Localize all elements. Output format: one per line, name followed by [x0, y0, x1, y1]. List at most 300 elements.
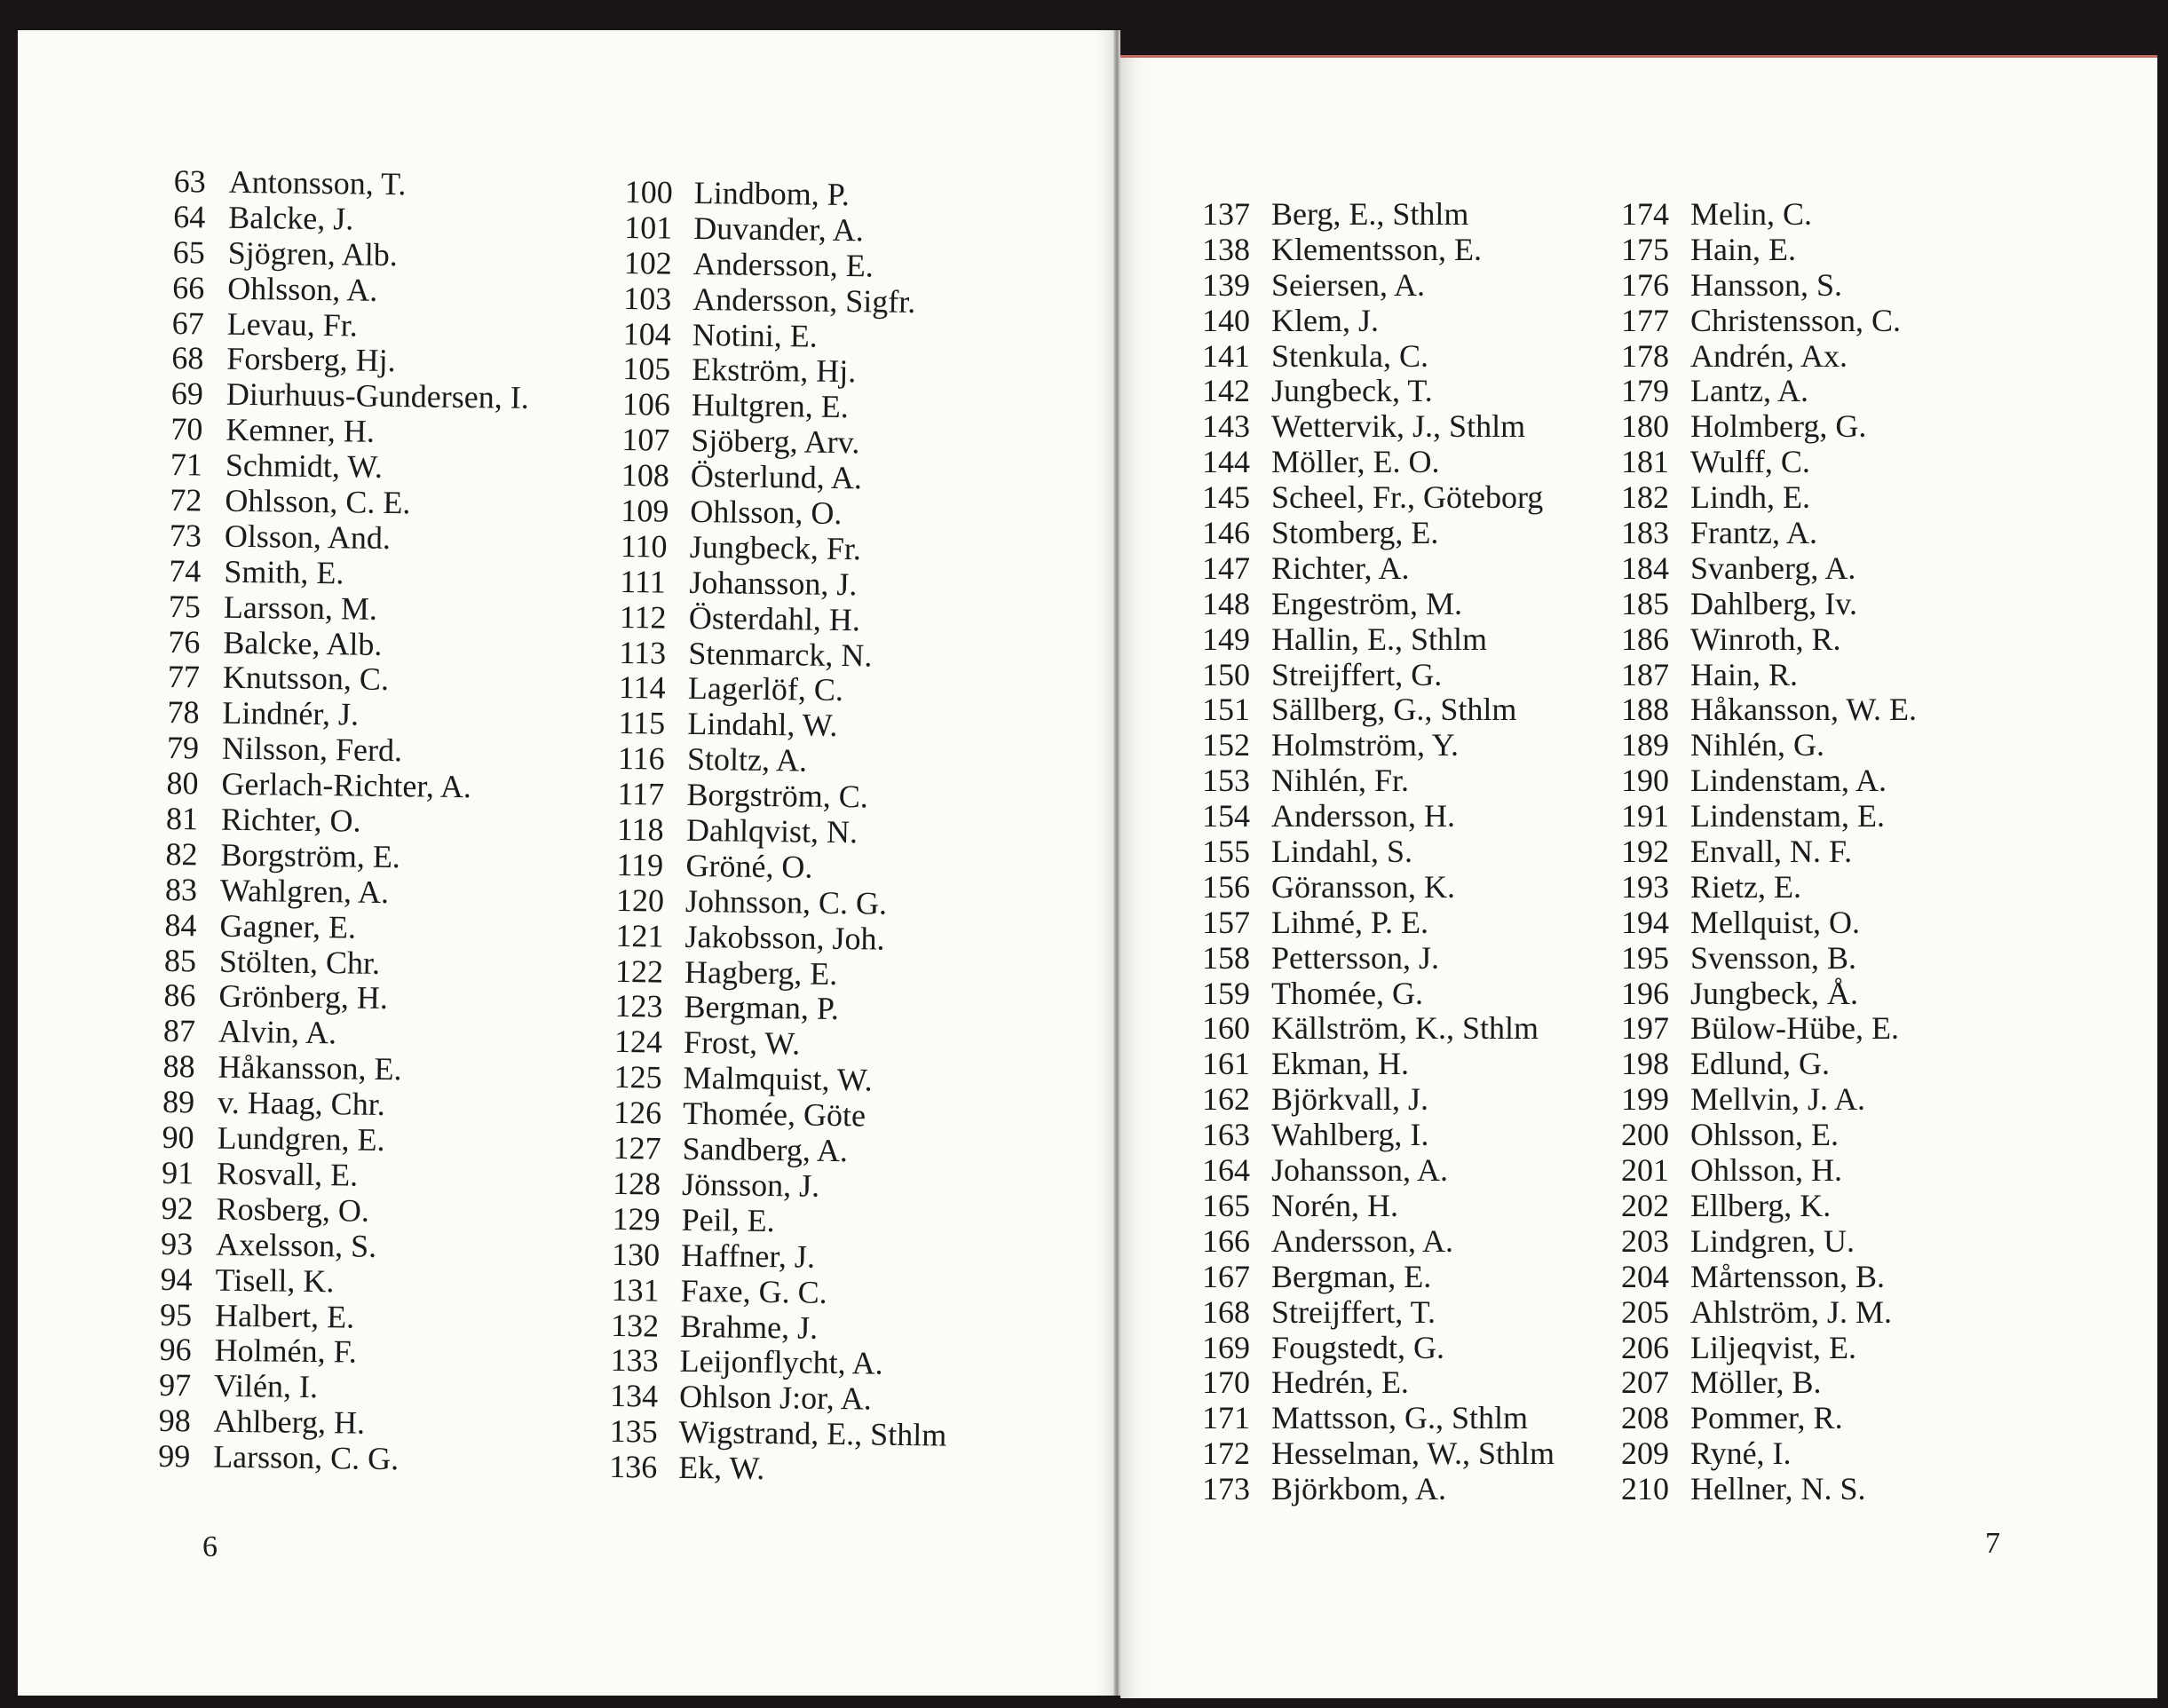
entry-number: 82 [165, 835, 198, 873]
entry-name: Andersson, Sigfr. [692, 281, 916, 320]
entry-name: Winroth, R. [1690, 621, 1841, 657]
entry-name: Envall, N. F. [1690, 834, 1853, 870]
entry-number: 92 [161, 1190, 194, 1227]
entry-name: Ellberg, K. [1690, 1187, 1832, 1223]
entry-number: 104 [622, 315, 672, 352]
list-entry [609, 1414, 946, 1454]
entry-name: Levau, Fr. [226, 305, 359, 344]
list-entry [166, 766, 524, 806]
entry-name: Jungbeck, Å. [1690, 975, 1858, 1011]
list-entry [1621, 1082, 1917, 1118]
list-entry [174, 164, 532, 204]
list-entry [160, 1262, 518, 1302]
entry-number: 166 [1202, 1222, 1250, 1259]
entry-number: 110 [620, 527, 668, 565]
entry-name: Hellner, N. S. [1690, 1471, 1866, 1507]
list-entry [610, 1379, 947, 1419]
list-entry [169, 589, 526, 629]
list-entry [1202, 622, 1555, 658]
list-entry [161, 1191, 518, 1231]
entry-name: Christensson, C. [1690, 302, 1902, 338]
entry-number: 150 [1202, 656, 1250, 692]
list-entry [170, 447, 528, 487]
list-entry [1621, 1224, 1917, 1260]
entry-number: 112 [619, 598, 667, 636]
entry-name: Ekström, Hj. [692, 352, 857, 390]
list-entry [1621, 1011, 1917, 1047]
entry-name: Hagberg, E. [684, 953, 838, 992]
list-entry [1621, 445, 1917, 480]
entry-number: 177 [1621, 302, 1669, 338]
list-entry [160, 1297, 518, 1337]
entry-name: Ekman, H. [1271, 1046, 1409, 1082]
entry-number: 158 [1202, 939, 1250, 976]
list-entry [609, 1450, 946, 1490]
entry-name: Lindgren, U. [1690, 1222, 1855, 1259]
entry-number: 190 [1621, 763, 1669, 799]
entry-number: 100 [624, 174, 674, 210]
list-entry [1202, 374, 1555, 409]
entry-name: Ek, W. [677, 1449, 765, 1487]
entry-name: Andersson, E. [692, 245, 874, 284]
entry-number: 129 [612, 1200, 661, 1238]
list-entry [1202, 445, 1555, 480]
entry-name: Lindahl, S. [1271, 834, 1412, 870]
entry-name: Ohlsson, E. [1690, 1117, 1840, 1153]
entry-number: 76 [168, 623, 201, 660]
entry-name: Diurhuus-Gundersen, I. [226, 376, 529, 416]
entry-name: Peil, E. [681, 1201, 775, 1238]
entry-name: Borgström, E. [220, 836, 401, 875]
entry-name: Faxe, G. C. [680, 1272, 827, 1310]
entry-name: Rosberg, O. [216, 1190, 370, 1229]
entry-number: 111 [620, 563, 666, 600]
entry-number: 132 [610, 1307, 660, 1344]
entry-number: 87 [162, 1013, 196, 1049]
entry-number: 174 [1621, 196, 1669, 232]
entry-number: 109 [621, 492, 669, 529]
entry-name: Vilén, I. [213, 1367, 319, 1405]
entry-name: Johansson, A. [1271, 1152, 1449, 1189]
entry-number: 165 [1202, 1187, 1250, 1223]
list-entry [1621, 1331, 1917, 1366]
list-entry [1202, 763, 1555, 799]
list-entry [166, 802, 524, 842]
list-entry [623, 317, 961, 357]
entry-number: 99 [157, 1437, 191, 1475]
entry-number: 123 [614, 988, 663, 1025]
entry-name: Duvander, A. [693, 210, 865, 249]
entry-number: 198 [1621, 1046, 1669, 1082]
entry-name: Liljeqvist, E. [1690, 1329, 1856, 1365]
entry-name: Pettersson, J. [1271, 939, 1439, 976]
list-entry [624, 210, 961, 250]
entry-number: 120 [615, 882, 665, 919]
list-entry [164, 944, 522, 984]
entry-number: 173 [1202, 1471, 1250, 1507]
list-entry [1621, 622, 1917, 658]
list-entry [1202, 1401, 1555, 1436]
entry-number: 162 [1202, 1081, 1250, 1118]
entry-number: 139 [1202, 266, 1250, 303]
entry-name: Lundgren, E. [217, 1119, 385, 1158]
entry-name: Brahme, J. [679, 1308, 819, 1346]
entry-number: 175 [1621, 231, 1669, 267]
list-entry [168, 660, 526, 700]
entry-name: Källström, K., Sthlm [1271, 1010, 1539, 1047]
list-entry [613, 1060, 951, 1100]
entry-number: 202 [1621, 1187, 1669, 1223]
list-entry [1621, 409, 1917, 445]
entry-name: Leijonflycht, A. [679, 1343, 883, 1382]
list-entry [1202, 870, 1555, 905]
entry-name: Svanberg, A. [1690, 550, 1856, 586]
entry-name: Halbert, E. [214, 1297, 355, 1335]
entry-number: 96 [159, 1332, 192, 1368]
name-list-column-3 [1202, 197, 1555, 1507]
list-entry [1202, 480, 1555, 516]
entry-name: Malmquist, W. [683, 1060, 873, 1098]
list-entry [611, 1273, 948, 1313]
entry-name: Balcke, Alb. [223, 624, 383, 662]
entry-name: Hain, R. [1690, 656, 1798, 692]
entry-name: Knutsson, C. [222, 660, 390, 698]
entry-name: Norén, H. [1271, 1187, 1398, 1223]
entry-name: Ryné, I. [1690, 1435, 1792, 1472]
entry-number: 155 [1202, 834, 1250, 870]
list-entry [1621, 941, 1917, 977]
list-entry [158, 1404, 516, 1443]
list-entry [1202, 551, 1555, 587]
entry-name: Larsson, M. [223, 589, 378, 627]
entry-number: 86 [163, 977, 196, 1014]
list-entry [162, 1085, 520, 1125]
list-entry [1202, 268, 1555, 304]
entry-name: Ohlsson, H. [1690, 1152, 1843, 1189]
list-entry [1202, 692, 1555, 728]
list-entry [169, 554, 526, 594]
list-entry [1202, 1472, 1555, 1507]
entry-number: 85 [163, 942, 197, 978]
entry-number: 77 [167, 659, 201, 695]
entry-name: Gerlach-Richter, A. [221, 765, 472, 805]
entry-number: 80 [166, 765, 199, 802]
entry-name: Lindnér, J. [222, 695, 360, 732]
list-entry [1202, 197, 1555, 233]
list-entry [1202, 1082, 1555, 1118]
list-entry [616, 848, 953, 888]
entry-name: Stomberg, E. [1271, 515, 1439, 551]
entry-number: 154 [1202, 798, 1250, 834]
list-entry [1621, 587, 1917, 622]
entry-name: Haffner, J. [680, 1237, 816, 1275]
list-entry [1202, 339, 1555, 375]
list-entry [1202, 1047, 1555, 1082]
list-entry [170, 483, 527, 523]
list-entry [622, 387, 960, 427]
entry-number: 159 [1202, 975, 1250, 1011]
entry-number: 204 [1621, 1258, 1669, 1294]
entry-number: 171 [1202, 1400, 1250, 1436]
entry-name: v. Haag, Chr. [217, 1084, 385, 1123]
list-entry [1202, 941, 1555, 977]
entry-name: Hultgren, E. [691, 387, 850, 425]
list-entry [1621, 763, 1917, 799]
entry-name: Hansson, S. [1690, 266, 1843, 303]
entry-name: Berg, E., Sthlm [1271, 196, 1469, 232]
entry-number: 176 [1621, 266, 1669, 303]
list-entry [167, 731, 525, 771]
entry-name: Svensson, B. [1690, 939, 1857, 976]
entry-number: 78 [167, 694, 200, 731]
list-entry [1202, 1153, 1555, 1189]
list-entry [1621, 692, 1917, 728]
entry-number: 97 [158, 1367, 192, 1404]
list-entry [616, 883, 953, 923]
entry-name: Melin, C. [1690, 196, 1813, 232]
entry-name: Rosvall, E. [216, 1155, 359, 1193]
entry-name: Sjögren, Alb. [227, 234, 399, 273]
entry-number: 88 [162, 1048, 195, 1085]
list-entry [1621, 304, 1917, 339]
entry-name: Wigstrand, E., Sthlm [678, 1414, 947, 1453]
entry-number: 187 [1621, 656, 1669, 692]
entry-number: 199 [1621, 1081, 1669, 1118]
entry-number: 81 [165, 800, 199, 837]
entry-name: Ohlsson, C. E. [225, 482, 411, 521]
list-entry [1621, 1047, 1917, 1082]
entry-number: 102 [623, 244, 673, 281]
list-entry [162, 1156, 519, 1196]
entry-number: 141 [1202, 337, 1250, 374]
entry-name: Håkansson, W. E. [1690, 692, 1917, 728]
entry-number: 203 [1621, 1222, 1669, 1259]
entry-name: Kemner, H. [226, 411, 376, 450]
entry-name: Lagerlöf, C. [687, 670, 844, 708]
entry-name: Dahlqvist, N. [685, 811, 858, 850]
entry-name: Grönberg, H. [218, 978, 389, 1016]
entry-number: 133 [610, 1342, 659, 1379]
list-entry [619, 670, 956, 710]
list-entry [1621, 905, 1917, 941]
entry-number: 205 [1621, 1293, 1669, 1330]
list-entry [1621, 233, 1917, 268]
entry-number: 151 [1202, 692, 1250, 728]
list-entry [162, 1049, 520, 1089]
list-entry [1202, 905, 1555, 941]
entry-number: 179 [1621, 373, 1669, 409]
entry-number: 138 [1202, 231, 1250, 267]
entry-number: 131 [611, 1271, 660, 1309]
list-entry [1202, 1436, 1555, 1472]
list-entry [625, 175, 962, 215]
list-entry [163, 978, 521, 1018]
list-entry [624, 246, 961, 286]
list-entry [1202, 304, 1555, 339]
list-entry [1202, 658, 1555, 693]
entry-name: Nilsson, Ferd. [221, 730, 403, 769]
list-entry [1202, 1295, 1555, 1331]
entry-name: Edlund, G. [1690, 1046, 1830, 1082]
list-entry [171, 341, 529, 381]
entry-name: Seiersen, A. [1271, 266, 1425, 303]
entry-name: Hedrén, E. [1271, 1364, 1409, 1401]
list-entry [1202, 516, 1555, 551]
entry-number: 193 [1621, 868, 1669, 905]
entry-number: 125 [613, 1059, 662, 1095]
entry-number: 83 [164, 871, 198, 908]
list-entry [623, 281, 961, 321]
entry-number: 116 [617, 740, 665, 777]
entry-name: Björkvall, J. [1271, 1081, 1428, 1118]
list-entry [1621, 268, 1917, 304]
entry-name: Thomée, Göte [682, 1095, 866, 1134]
page-number-right: 7 [1985, 1527, 2000, 1560]
entry-number: 200 [1621, 1117, 1669, 1153]
entry-name: Sandberg, A. [682, 1130, 849, 1169]
list-entry [1621, 834, 1917, 870]
entry-name: Engeström, M. [1271, 585, 1462, 621]
entry-number: 114 [618, 669, 666, 707]
entry-number: 178 [1621, 337, 1669, 374]
list-entry [164, 908, 522, 948]
entry-number: 89 [162, 1084, 195, 1120]
list-entry [167, 695, 525, 735]
entry-name: Jungbeck, T. [1271, 373, 1433, 409]
entry-name: Ahlberg, H. [213, 1403, 366, 1441]
entry-number: 134 [609, 1378, 659, 1414]
list-entry [1202, 409, 1555, 445]
entry-name: Lindh, E. [1690, 479, 1810, 516]
entry-name: Schmidt, W. [225, 447, 384, 486]
list-entry [1202, 1260, 1555, 1295]
entry-name: Stenkula, C. [1271, 337, 1428, 374]
entry-number: 117 [617, 776, 665, 812]
entry-name: Nihlén, G. [1690, 727, 1824, 763]
entry-name: Mårtensson, B. [1690, 1258, 1885, 1294]
list-entry [1621, 1295, 1917, 1331]
list-entry [1202, 1331, 1555, 1366]
entry-number: 79 [166, 730, 200, 766]
entry-name: Holmberg, G. [1690, 408, 1867, 445]
entry-number: 153 [1202, 763, 1250, 799]
name-list-column-2 [609, 175, 962, 1489]
entry-name: Göransson, K. [1271, 868, 1455, 905]
entry-name: Frantz, A. [1690, 515, 1817, 551]
entry-number: 189 [1621, 727, 1669, 763]
name-list-column-4 [1621, 197, 1917, 1507]
entry-name: Alvin, A. [218, 1014, 337, 1051]
entry-name: Mellvin, J. A. [1690, 1081, 1866, 1118]
entry-number: 152 [1202, 727, 1250, 763]
entry-number: 210 [1621, 1471, 1669, 1507]
list-entry [1621, 977, 1917, 1012]
entry-number: 160 [1202, 1010, 1250, 1047]
list-entry [1202, 728, 1555, 763]
entry-name: Wulff, C. [1690, 444, 1810, 480]
entry-number: 73 [169, 517, 202, 554]
list-entry [621, 494, 958, 534]
entry-name: Wettervik, J., Sthlm [1271, 408, 1526, 445]
list-entry [1621, 516, 1917, 551]
list-entry [1621, 374, 1917, 409]
entry-number: 180 [1621, 408, 1669, 445]
entry-number: 66 [172, 269, 205, 306]
entry-name: Pommer, R. [1690, 1400, 1843, 1436]
entry-name: Klementsson, E. [1271, 231, 1482, 267]
entry-number: 184 [1621, 550, 1669, 586]
list-entry [162, 1120, 519, 1160]
entry-name: Richter, O. [220, 801, 361, 839]
entry-number: 195 [1621, 939, 1669, 976]
entry-number: 182 [1621, 479, 1669, 516]
entry-number: 192 [1621, 834, 1669, 870]
list-entry [621, 423, 959, 463]
entry-name: Balcke, J. [228, 199, 354, 237]
list-entry [159, 1368, 517, 1408]
entry-number: 126 [613, 1095, 662, 1131]
entry-number: 71 [170, 447, 203, 483]
entry-number: 68 [171, 340, 204, 376]
list-entry [613, 1095, 951, 1135]
entry-name: Bülow-Hübe, E. [1690, 1010, 1899, 1047]
entry-name: Jönsson, J. [681, 1166, 820, 1204]
entry-number: 170 [1202, 1364, 1250, 1401]
entry-name: Dahlberg, Iv. [1690, 585, 1857, 621]
entry-number: 191 [1621, 798, 1669, 834]
list-entry [172, 306, 530, 346]
entry-name: Klem, J. [1271, 302, 1379, 338]
entry-name: Olsson, And. [224, 518, 392, 556]
list-entry [158, 1439, 516, 1479]
entry-number: 196 [1621, 975, 1669, 1011]
list-entry [1621, 339, 1917, 375]
entry-name: Stenmarck, N. [688, 635, 873, 674]
entry-name: Sällberg, G., Sthlm [1271, 692, 1517, 728]
list-entry [165, 873, 523, 913]
list-entry [1621, 1365, 1917, 1401]
book-gutter [1113, 30, 1120, 1696]
entry-number: 67 [171, 304, 205, 341]
entry-number: 143 [1202, 408, 1250, 445]
entry-name: Smith, E. [224, 553, 344, 591]
entry-number: 72 [170, 481, 202, 518]
entry-name: Björkbom, A. [1271, 1471, 1447, 1507]
entry-number: 103 [623, 280, 672, 317]
entry-number: 149 [1202, 621, 1250, 657]
entry-number: 113 [619, 634, 667, 671]
entry-name: Fougstedt, G. [1271, 1329, 1445, 1365]
entry-name: Andrén, Ax. [1690, 337, 1848, 374]
entry-name: Håkansson, E. [218, 1048, 402, 1087]
entry-number: 172 [1202, 1435, 1250, 1472]
list-entry [1202, 799, 1555, 834]
entry-number: 169 [1202, 1329, 1250, 1365]
entry-number: 90 [162, 1119, 194, 1156]
entry-name: Möller, E. O. [1271, 444, 1440, 480]
list-entry [619, 636, 956, 676]
list-entry [1202, 1189, 1555, 1224]
entry-number: 163 [1202, 1117, 1250, 1153]
list-entry [1202, 834, 1555, 870]
list-entry [614, 1024, 952, 1064]
entry-number: 207 [1621, 1364, 1669, 1401]
list-entry [622, 352, 960, 391]
list-entry [614, 989, 952, 1029]
entry-number: 98 [158, 1403, 191, 1439]
list-entry [613, 1131, 950, 1171]
list-entry [1202, 233, 1555, 268]
